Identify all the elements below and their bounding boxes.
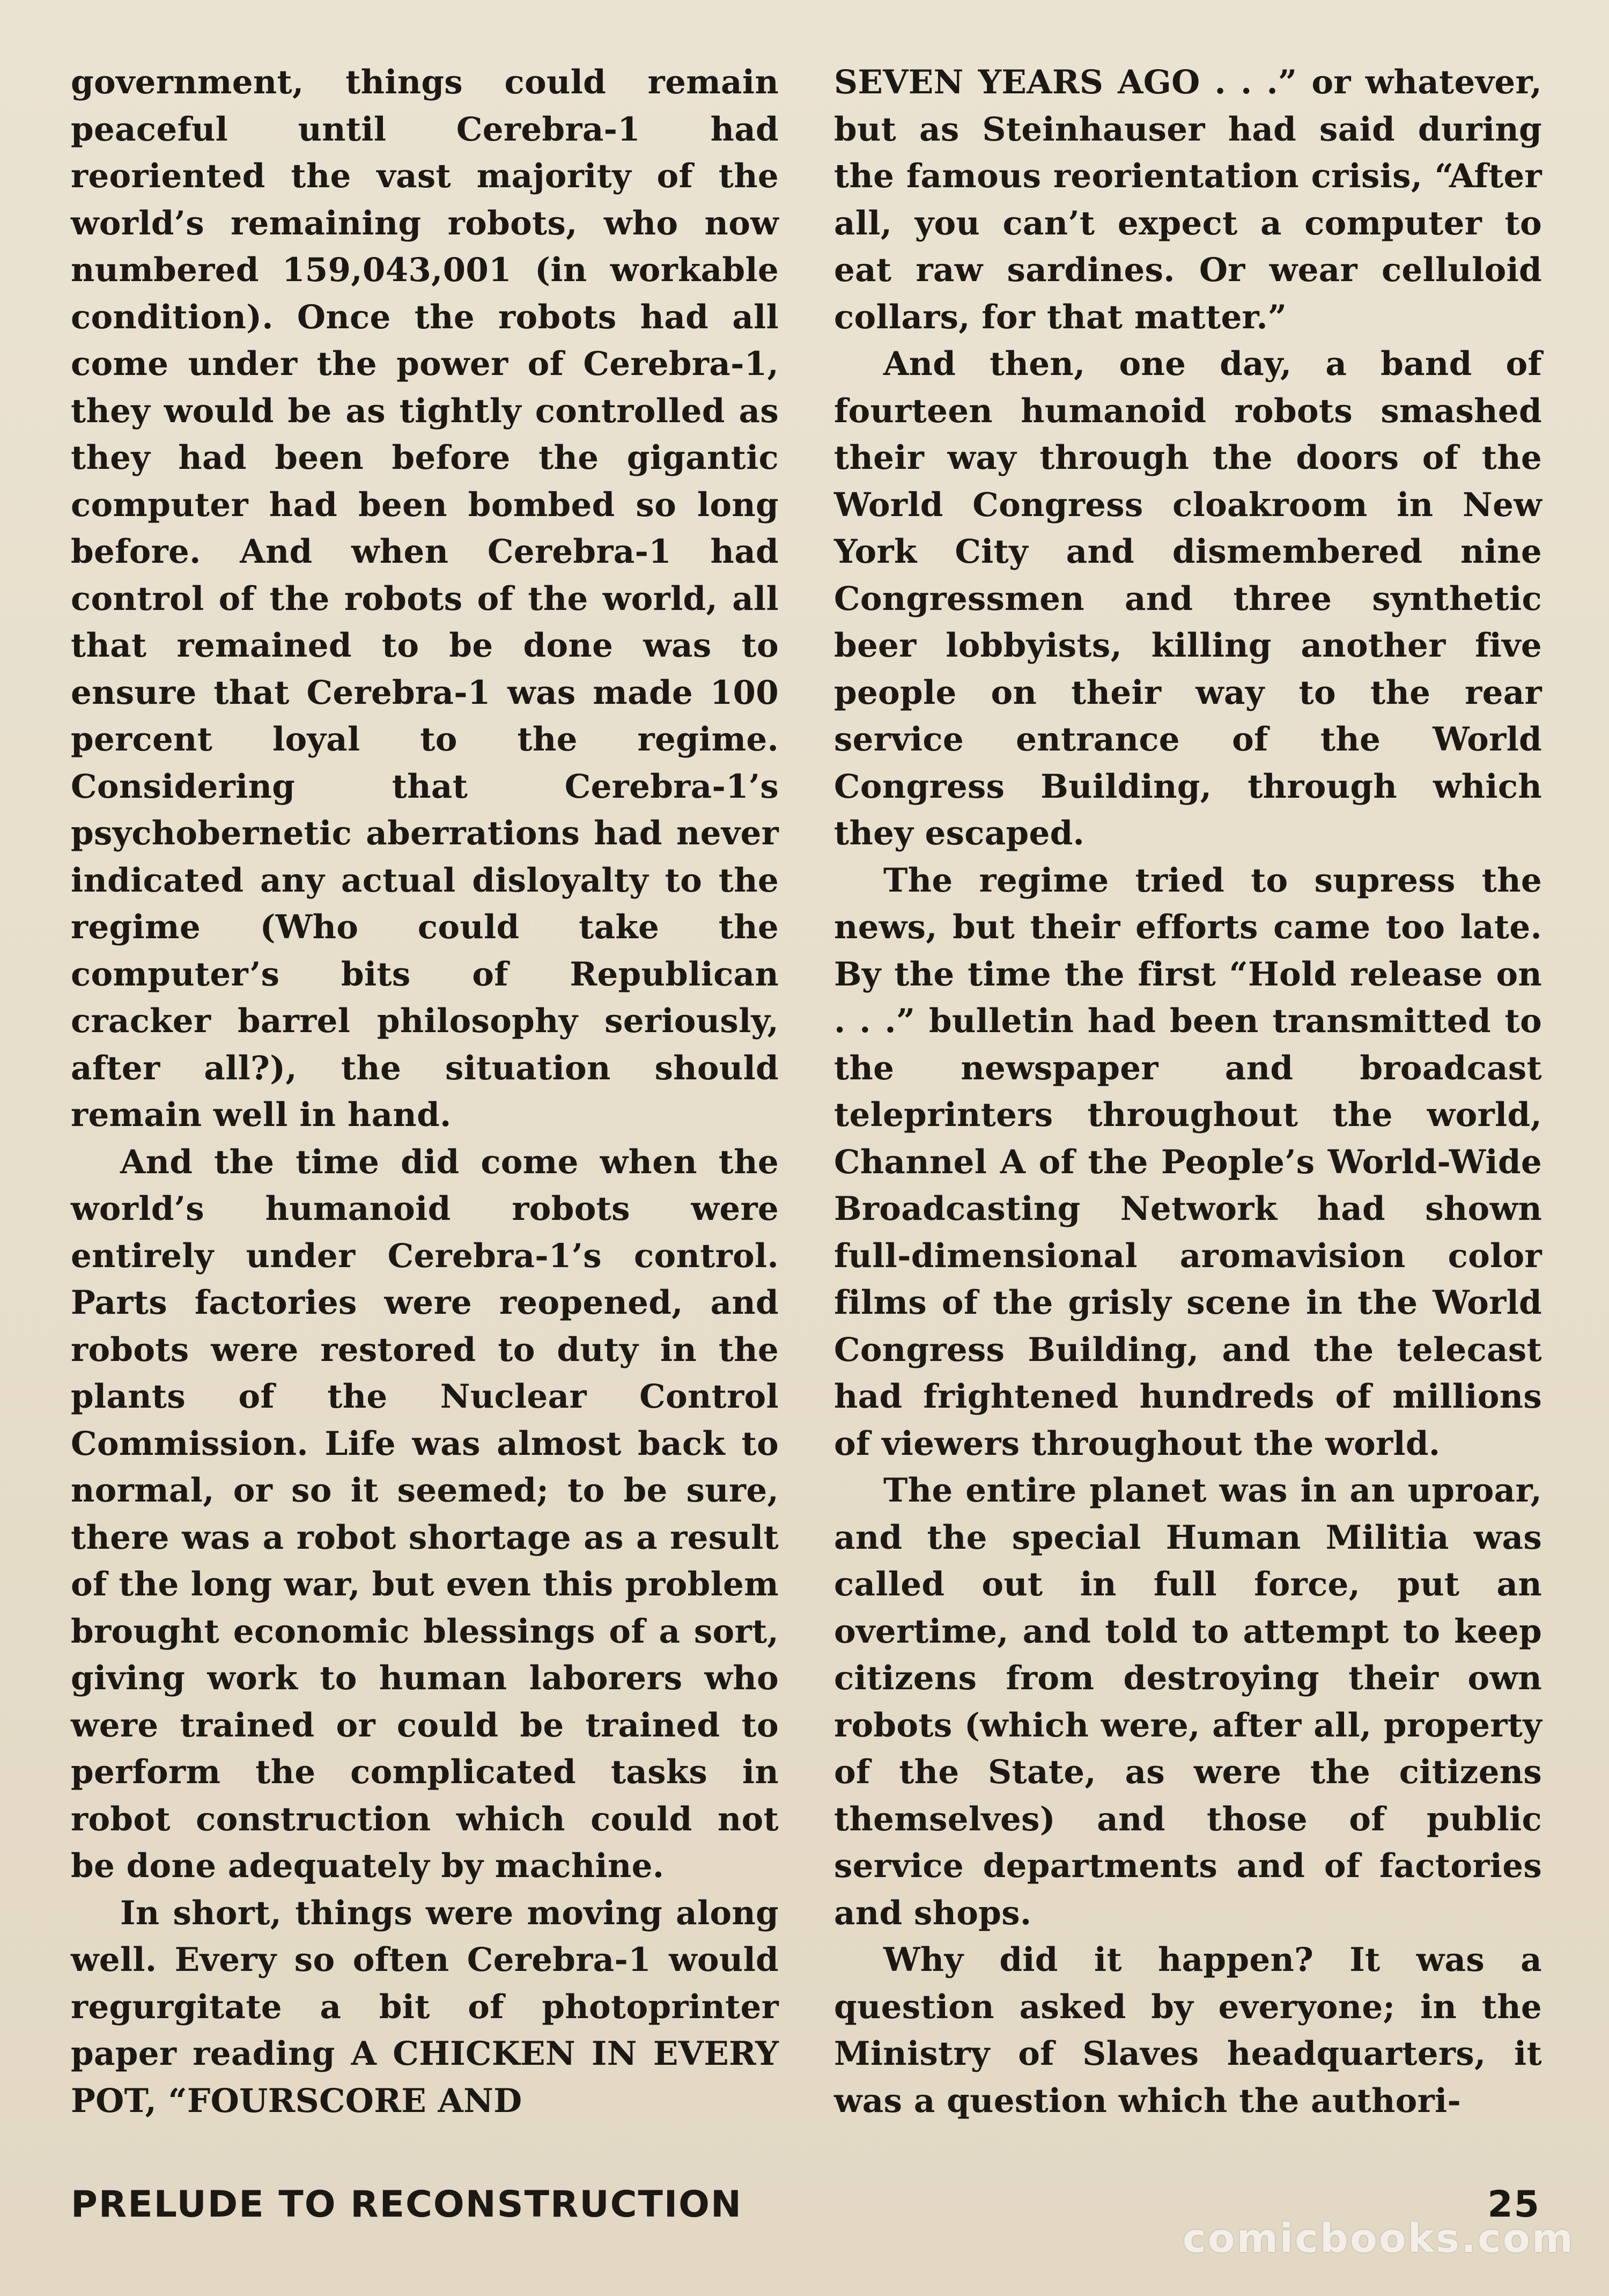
right-text-column [834,59,1542,2124]
paragraph: The entire planet was in an uproar, and the special Human Militia was called out in full force, put an overtime, and told to attempt to keep citizens from destroying their own robots (which were, after all, property of the State, as were the citizens themselves) and those of public service departments and of factories and shops. [834,1471,1542,1932]
paragraph: And then, one day, a band of fourteen humanoid robots smashed their way through the doors of the World Congress cloakroom in New York City and dismembered nine Congressmen and three synthetic beer lobbyists, killing another five people on their way to the rear service entrance of the World Congress Building, through which they escaped. [834,345,1542,852]
paragraph: The regime tried to supress the news, but their efforts came too late. By the time the first “Hold release on . . .” bulletin had been transmitted to the newspaper and broadcast teleprinters throughout the world, Channel A of the People’s World-Wide Broadcasting Network had shown full-dimensional aromavision color films of the grisly scene in the World Congress Building, and the telecast had frightened hundreds of millions of viewers throughout the world. [834,861,1542,1463]
running-title: PRELUDE TO RECONSTRUCTION [71,2183,742,2226]
left-text-column [71,59,779,2124]
paragraph: Why did it happen? It was a question asked by everyone; in the Ministry of Slaves headquarters, it was a question which the authori- [834,1941,1542,2120]
paragraph: In short, things were moving along well. Every so often Cerebra-1 would regurgitate a bit of photoprinter paper reading A CHICKEN IN EVERY POT, “FOURSCORE AND [71,1894,779,2120]
watermark: comicbooks.com [1183,2216,1575,2262]
page-number: 25 [1487,2183,1540,2226]
paragraph: SEVEN YEARS AGO . . .” or whatever, but as Steinhauser had said during the famous reorientation crisis, “After all, you can’t expect a computer to eat raw sardines. Or wear celluloid collars, for that matter.” [834,63,1542,336]
paragraph: And the time did come when the world’s humanoid robots were entirely under Cerebra-1’s control. Parts factories were reopened, and robots were restored to duty in the plants of the Nuclear Control Commission. Life was almost back to normal, or so it seemed; to be sure, there was a robot shortage as a result of the long war, but even this problem brought economic blessings of a sort, giving work to human laborers who were trained or could be trained to perform the complicated tasks in robot construction which could not be done adequately by machine. [71,1143,779,1885]
paragraph: government, things could remain peaceful until Cerebra-1 had reoriented the vast majority of the world’s remaining robots, who now numbered 159,043,001 (in workable condition). Once the robots had all come under the power of Cerebra-1, they would be as tightly controlled as they had been before the gigantic computer had been bombed so long before. And when Cerebra-1 had control of the robots of the world, all that remained to be done was to ensure that Cerebra-1 was made 100 percent loyal to the regime. Considering that Cerebra-1’s psychobernetic aberrations had never indicated any actual disloyalty to the regime (Who could take the computer’s bits of Republican cracker barrel philosophy seriously, after all?), the situation should remain well in hand. [71,63,779,1134]
